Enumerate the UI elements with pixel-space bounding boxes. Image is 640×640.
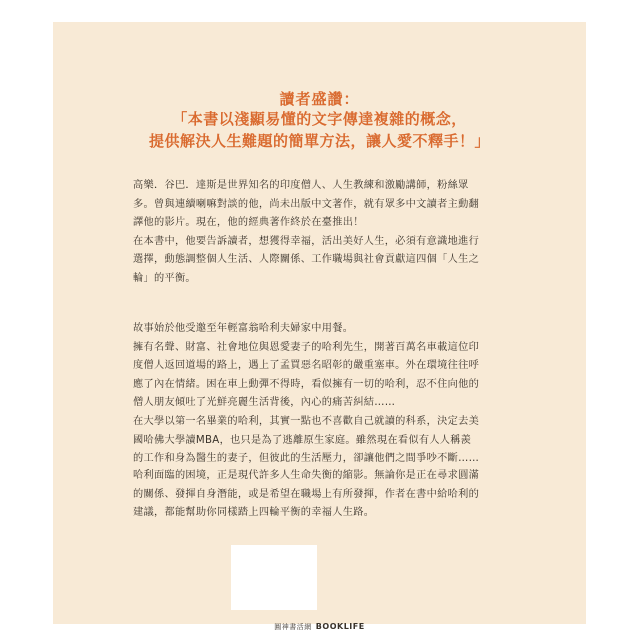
- reader-praise-heading: 讀者盛讚：: [279, 90, 360, 108]
- text-line: 輪」的平衡。: [133, 272, 196, 284]
- publisher-brand-logo: BOOKLIFE: [315, 622, 365, 631]
- text-line: 選擇，動態調整個人生活、人際關係、工作職場與社會貢獻這四個「人生之: [133, 254, 480, 266]
- text-line: 多。曾與連續喇嘛對談的他，尚未出版中文著作，就有眾多中文讀者主動翻: [133, 198, 480, 210]
- text-line: 應了內在情緒。困在車上動彈不得時，看似擁有一切的哈利，忍不住向他的: [133, 378, 480, 390]
- book-back-cover: [53, 22, 586, 631]
- text-line: 哈利面臨的困境，正是現代許多人生命失衡的縮影。無論你是正在尋求圓滿: [133, 470, 480, 481]
- intro-paragraph: [133, 177, 553, 289]
- text-line: 僧人朋友傾吐了光鮮亮麗生活背後，內心的痛苦糾結……: [133, 397, 396, 409]
- closing-paragraph: [133, 467, 553, 523]
- text-line: 在本書中，他要告訴讀者，想獲得幸福，活出美好人生，必須有意識地進行: [133, 235, 480, 247]
- text-line: 度僧人返回道場的路上，遇上了孟買惡名昭彰的嚴重塞車。外在環境往往呼: [133, 360, 480, 372]
- text-line: 的關係、發揮自身潛能，或是希望在職場上有所發揮，作者在書中給哈利的: [133, 488, 480, 500]
- publisher-name: 圓神書活網: [274, 623, 312, 631]
- reader-quote-line-2: 提供解決人生難題的簡單方法，讓人愛不釋手！」: [148, 132, 490, 150]
- text-line: 建議，都能幫助你同樣踏上四輪平衡的幸福人生路。: [133, 507, 375, 519]
- story-paragraph: [133, 320, 553, 469]
- text-line: 譯他的影片。現在，他的經典著作終於在臺推出！: [133, 217, 364, 229]
- publisher-footer: [53, 622, 586, 632]
- reader-quote-line-1: 「本書以淺顯易懂的文字傳達複雜的概念，: [172, 110, 467, 128]
- text-line: 國哈佛大學讀MBA，也只是為了逃離原生家庭。雖然現在看似有人人稱羨: [133, 434, 472, 446]
- text-line: 擁有名聲、財富、社會地位與恩愛妻子的哈利先生，開著百萬名車載這位印: [133, 341, 480, 353]
- text-line: 故事始於他受邀至年輕富翁哈利夫婦家中用餐。: [133, 323, 354, 334]
- text-line: 在大學以第一名畢業的哈利，其實一點也不喜歡自己就讀的科系，決定去美: [133, 415, 480, 427]
- text-line: 高樂．谷巴．達斯是世界知名的印度僧人、人生教練和激勵講師，粉絲眾: [133, 180, 469, 191]
- text-line: 的工作和身為醫生的妻子，但彼此的生活壓力，卻讓他們之間爭吵不斷……: [133, 453, 480, 465]
- barcode-placeholder: [231, 545, 317, 610]
